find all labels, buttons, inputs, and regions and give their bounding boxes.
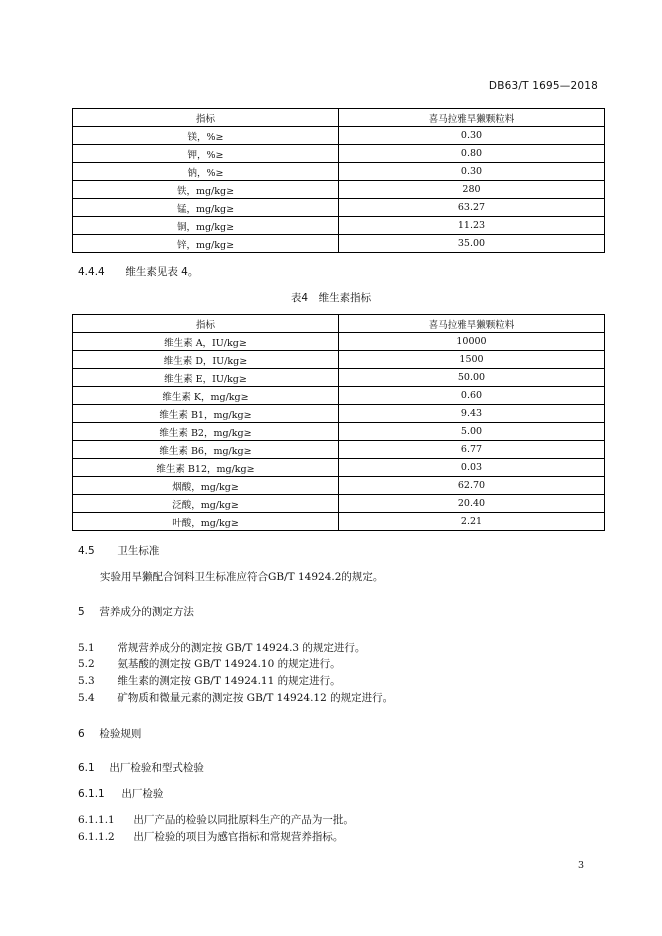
clause-title: 出厂检验和型式检验 [109, 762, 204, 774]
table-cell: 维生素 B1，mg/kg≥ [73, 405, 339, 423]
table-cell: 烟酸，mg/kg≥ [73, 477, 339, 495]
table-cell: 锌，mg/kg≥ [73, 235, 339, 253]
clause-title: 出厂检验 [121, 788, 164, 800]
table-cell: 50.00 [339, 369, 605, 387]
table-cell: 维生素 A，IU/kg≥ [73, 333, 339, 351]
table-cell: 维生素 E，IU/kg≥ [73, 369, 339, 387]
table-cell: 63.27 [339, 199, 605, 217]
table-cell: 5.00 [339, 423, 605, 441]
table-cell: 铜，mg/kg≥ [73, 217, 339, 235]
table-cell: 维生素 B6，mg/kg≥ [73, 441, 339, 459]
clause-4-5-text: 实验用旱獭配合饲料卫生标准应符合GB/T 14924.2的规定。 [100, 571, 384, 583]
table-cell: 6.77 [339, 441, 605, 459]
table-header-cell: 喜马拉雅旱獭颗粒料 [339, 109, 605, 127]
table-cell: 锰，mg/kg≥ [73, 199, 339, 217]
table-cell: 35.00 [339, 235, 605, 253]
clause-text: 出厂检验的项目为感官指标和常规营养指标。 [133, 831, 344, 843]
table-row [73, 495, 605, 513]
table-row [73, 369, 605, 387]
table-header-row [73, 109, 605, 127]
section-title: 检验规则 [99, 728, 142, 740]
table-row [73, 333, 605, 351]
clause-text: 矿物质和微量元素的测定按 GB/T 14924.12 的规定进行。 [117, 692, 394, 704]
table-cell: 镁，%≥ [73, 127, 339, 145]
table-row [73, 145, 605, 163]
clause-number: 4.4.4 [78, 266, 105, 278]
clause-title: 卫生标准 [117, 545, 160, 557]
clause-5-3 [78, 673, 341, 688]
table-cell: 62.70 [339, 477, 605, 495]
mineral-table [72, 108, 605, 253]
table-cell: 20.40 [339, 495, 605, 513]
table-row [73, 181, 605, 199]
section-number: 6 [78, 728, 85, 740]
vitamin-table [72, 314, 605, 531]
table-cell: 泛酸，mg/kg≥ [73, 495, 339, 513]
table-cell: 维生素 B2，mg/kg≥ [73, 423, 339, 441]
clause-number: 5.3 [78, 675, 95, 687]
table-row [73, 199, 605, 217]
table-cell: 维生素 K，mg/kg≥ [73, 387, 339, 405]
clause-5-4 [78, 690, 393, 705]
table-header-row [73, 315, 605, 333]
clause-number: 5.1 [78, 642, 95, 654]
table-cell: 10000 [339, 333, 605, 351]
clause-number: 4.5 [78, 545, 95, 557]
table-cell: 0.03 [339, 459, 605, 477]
table-row [73, 387, 605, 405]
clause-6-1-1-2 [78, 829, 343, 844]
table-cell: 0.80 [339, 145, 605, 163]
table-caption: 表4 维生素指标 [290, 292, 372, 304]
table-cell: 钾，%≥ [73, 145, 339, 163]
table-header-cell: 指标 [73, 315, 339, 333]
clause-6-1-heading [78, 760, 204, 775]
table-row [73, 163, 605, 181]
table-row [73, 477, 605, 495]
table-cell: 0.30 [339, 163, 605, 181]
clause-text: 维生素的测定按 GB/T 14924.11 的规定进行。 [117, 675, 341, 687]
table-cell: 0.60 [339, 387, 605, 405]
table-header-cell: 指标 [73, 109, 339, 127]
section-number: 5 [78, 606, 85, 618]
table-cell: 9.43 [339, 405, 605, 423]
clause-6-1-1-heading [78, 786, 163, 801]
clause-number: 5.4 [78, 692, 95, 704]
section-title: 营养成分的测定方法 [99, 606, 194, 618]
table-cell: 1500 [339, 351, 605, 369]
table-row [73, 423, 605, 441]
clause-number: 6.1.1.2 [78, 831, 115, 843]
clause-6-1-1-1 [78, 812, 354, 827]
table-row [73, 235, 605, 253]
clause-number: 6.1.1 [78, 788, 105, 800]
clause-text: 维生素见表 4。 [125, 266, 199, 278]
clause-4-5-heading [78, 543, 159, 558]
clause-5-2 [78, 656, 341, 671]
table-cell: 0.30 [339, 127, 605, 145]
table-row [73, 127, 605, 145]
clause-number: 6.1 [78, 762, 95, 774]
table-cell: 11.23 [339, 217, 605, 235]
clause-4-4-4 [78, 264, 198, 279]
section-5-heading [78, 604, 194, 619]
clause-text: 出厂产品的检验以同批原料生产的产品为一批。 [133, 814, 354, 826]
section-6-heading [78, 726, 141, 741]
table-cell: 铁，mg/kg≥ [73, 181, 339, 199]
table-cell: 钠，%≥ [73, 163, 339, 181]
table-cell: 280 [339, 181, 605, 199]
table-cell: 维生素 B12，mg/kg≥ [73, 459, 339, 477]
table-cell: 叶酸，mg/kg≥ [73, 513, 339, 531]
doc-code: DB63/T 1695—2018 [488, 80, 598, 92]
clause-text: 氨基酸的测定按 GB/T 14924.10 的规定进行。 [117, 658, 341, 670]
table-header-cell: 喜马拉雅旱獭颗粒料 [339, 315, 605, 333]
table-row [73, 441, 605, 459]
table-row [73, 217, 605, 235]
table-row [73, 459, 605, 477]
clause-5-1 [78, 640, 365, 655]
table-row [73, 513, 605, 531]
table-cell: 维生素 D，IU/kg≥ [73, 351, 339, 369]
table-row [73, 351, 605, 369]
clause-number: 5.2 [78, 658, 95, 670]
clause-number: 6.1.1.1 [78, 814, 115, 826]
clause-text: 常规营养成分的测定按 GB/T 14924.3 的规定进行。 [117, 642, 366, 654]
table-row [73, 405, 605, 423]
table-cell: 2.21 [339, 513, 605, 531]
page-number: 3 [577, 860, 584, 871]
